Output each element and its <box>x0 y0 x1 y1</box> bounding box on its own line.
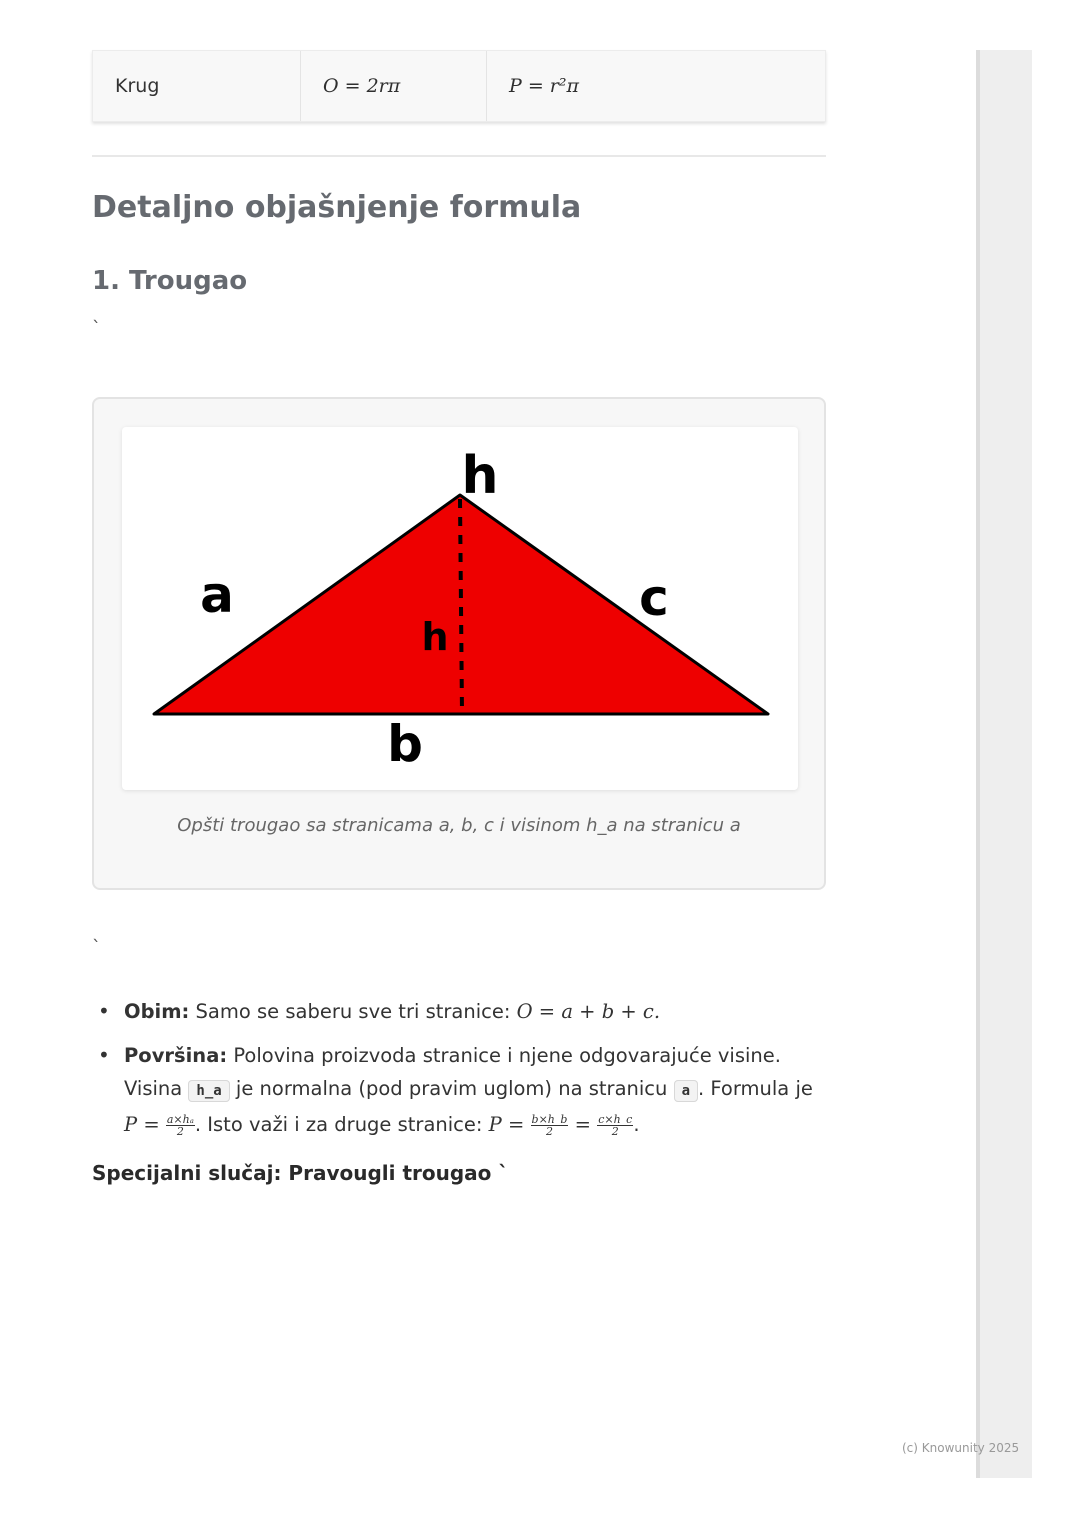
obim-text: Samo se saberu sve tri stranice: <box>189 1000 517 1023</box>
shape-cell: Krug <box>93 51 301 121</box>
special-case-heading: Specijalni slučaj: Pravougli trougao ` <box>92 1161 509 1185</box>
backtick-mark-2: ` <box>92 937 101 958</box>
right-sidebar <box>976 50 1032 1478</box>
perimeter-cell: O = 2rπ <box>301 51 487 121</box>
label-h-top: h <box>461 446 499 506</box>
fraction-c <box>597 1114 633 1137</box>
list-item-povrsina <box>92 1039 822 1141</box>
section-title: Detaljno objašnjenje formula <box>92 190 582 225</box>
obim-label: Obim: <box>124 1000 190 1023</box>
povrsina-label: Površina: <box>124 1044 228 1067</box>
label-a: a <box>200 566 234 624</box>
fraction-c-denominator: 2 <box>611 1125 619 1138</box>
list-item-obim <box>92 995 822 1028</box>
povrsina-text-4: . Isto važi i za druge stranice: <box>194 1113 489 1136</box>
fraction-c-numerator: c×h_c <box>598 1113 633 1126</box>
area-cell: P = r²π <box>509 75 579 97</box>
fraction-b-denominator: 2 <box>545 1125 553 1138</box>
period: . <box>633 1113 640 1136</box>
label-c: c <box>639 569 669 627</box>
formula-p: P = <box>124 1113 160 1136</box>
figure-caption: Opšti trougao sa stranicama a, b, c i visinom h_a na stranicu a <box>177 815 741 836</box>
fraction-a <box>166 1114 195 1137</box>
label-b: b <box>387 715 423 773</box>
figure-card <box>92 397 826 890</box>
povrsina-text-1: Polovina proizvoda stranice i njene odgovarajuće visine. Visina <box>124 1044 781 1100</box>
obim-formula: O = a + b + c. <box>516 1000 661 1023</box>
label-h-inner: h <box>421 615 449 659</box>
horizontal-divider <box>92 155 826 157</box>
formula-table-row <box>92 50 826 122</box>
fraction-b-numerator: b×h_b <box>531 1113 568 1126</box>
subsection-title: 1. Trougao <box>92 266 248 296</box>
code-h-a: h_a <box>188 1080 229 1102</box>
formula-p-2: P = <box>488 1113 525 1136</box>
copyright-footer: (c) Knowunity 2025 <box>902 1441 1020 1455</box>
fraction-b <box>531 1114 569 1137</box>
code-a: a <box>674 1080 698 1102</box>
fraction-a-denominator: 2 <box>176 1125 184 1138</box>
fraction-a-numerator: a×hₐ <box>166 1113 194 1126</box>
povrsina-text-3: . Formula je <box>698 1077 813 1100</box>
formula-bullet-list <box>92 995 822 1152</box>
equals-sign: = <box>574 1113 591 1136</box>
triangle-figure <box>122 427 798 790</box>
triangle-diagram <box>122 427 798 790</box>
backtick-mark: ` <box>92 318 101 339</box>
povrsina-text-2: je normalna (pod pravim uglom) na stranicu <box>229 1077 674 1100</box>
